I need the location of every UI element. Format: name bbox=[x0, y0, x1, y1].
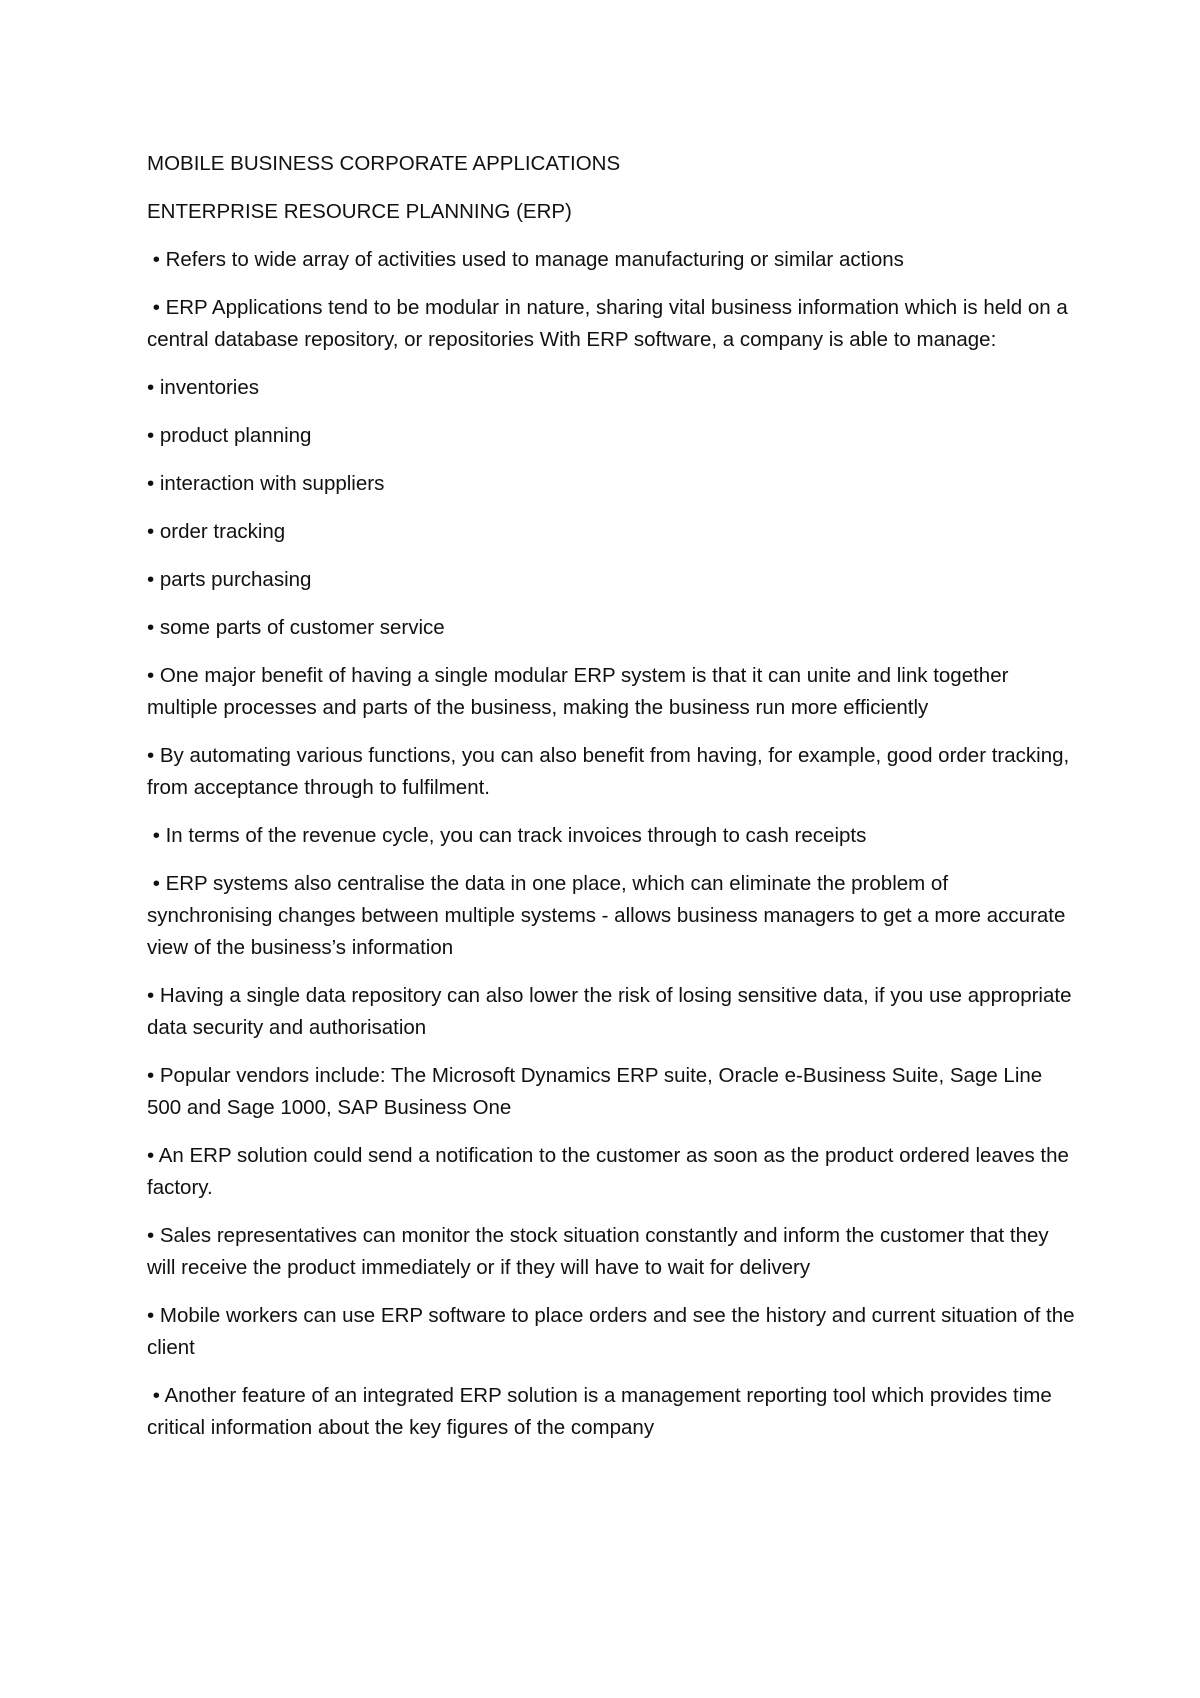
list-item: • some parts of customer service bbox=[147, 616, 445, 639]
list-item: • interaction with suppliers bbox=[147, 472, 385, 495]
paragraph: • Sales representatives can monitor the stock situation constantly and inform the customer that they will receive the product immediately or if they will have to wait for delivery bbox=[147, 1224, 1055, 1279]
paragraph: • Refers to wide array of activities used to manage manufacturing or similar actions bbox=[147, 248, 904, 271]
paragraph: • An ERP solution could send a notification to the customer as soon as the product ordered leaves the factory. bbox=[147, 1144, 1075, 1199]
paragraph: • Having a single data repository can also lower the risk of losing sensitive data, if you use appropriate data security and authorisation bbox=[147, 984, 1078, 1039]
list-item: • order tracking bbox=[147, 520, 286, 543]
paragraph: • By automating various functions, you can also benefit from having, for example, good order tracking, from acceptance through to fulfilment. bbox=[147, 744, 1075, 799]
paragraph: • ERP Applications tend to be modular in nature, sharing vital business information which is held on a central database repository, or repositories With ERP software, a company is able to manage: bbox=[147, 296, 1074, 351]
document-subtitle: ENTERPRISE RESOURCE PLANNING (ERP) bbox=[147, 200, 572, 223]
document-title: MOBILE BUSINESS CORPORATE APPLICATIONS bbox=[147, 152, 621, 175]
list-item: • inventories bbox=[147, 376, 260, 399]
paragraph: • Popular vendors include: The Microsoft Dynamics ERP suite, Oracle e-Business Suite, Sage Line 500 and Sage 1000, SAP Business One bbox=[147, 1064, 1048, 1119]
paragraph: • One major benefit of having a single modular ERP system is that it can unite and link together multiple processes and parts of the business, making the business run more efficiently bbox=[147, 664, 1015, 719]
paragraph: • In terms of the revenue cycle, you can track invoices through to cash receipts bbox=[147, 824, 867, 847]
list-item: • product planning bbox=[147, 424, 312, 447]
paragraph: • Another feature of an integrated ERP solution is a management reporting tool which provides time critical information about the key figures of the company bbox=[147, 1384, 1058, 1439]
paragraph: • ERP systems also centralise the data in one place, which can eliminate the problem of synchronising changes between multiple systems - allows business managers to get a more accurate view of the business’s information bbox=[147, 872, 1072, 959]
list-item: • parts purchasing bbox=[147, 568, 312, 591]
document-page bbox=[147, 148, 1081, 1460]
paragraph: • Mobile workers can use ERP software to place orders and see the history and current situation of the client bbox=[147, 1304, 1081, 1359]
